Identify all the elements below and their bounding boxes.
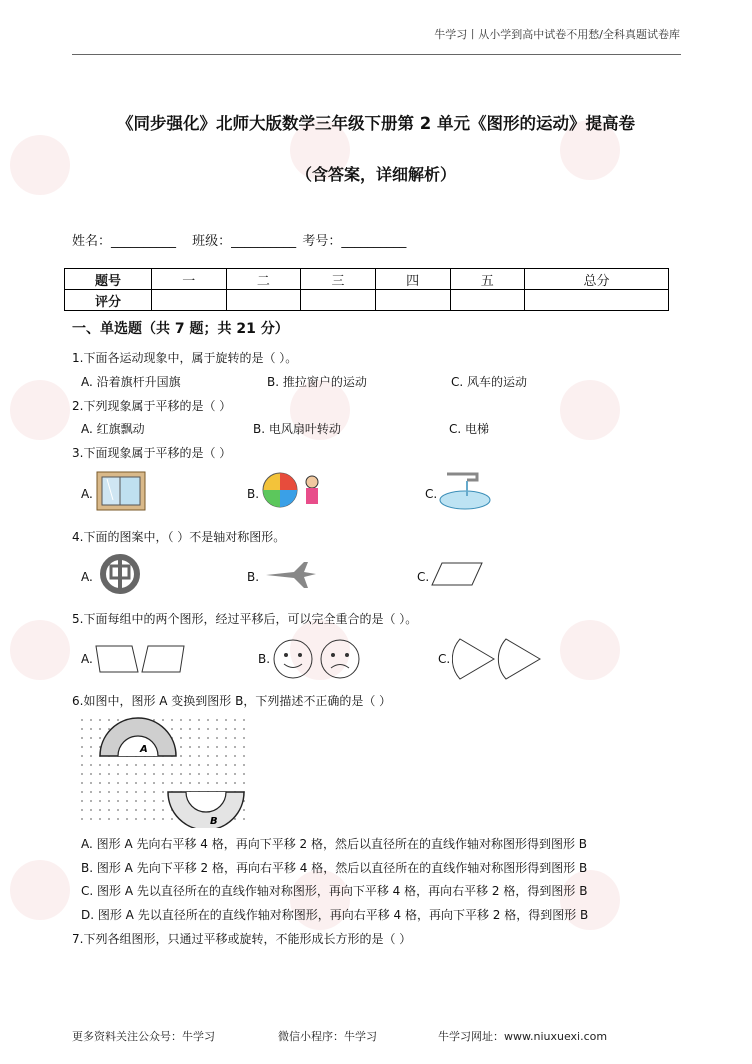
question-3-option-b[interactable]: B.: [247, 487, 260, 501]
grid-dot: [81, 764, 83, 766]
grid-dot: [216, 782, 218, 784]
grid-dot: [243, 764, 245, 766]
grid-dot: [198, 728, 200, 730]
figure-a-label: A: [140, 744, 148, 755]
question-1-stem: 1.下面各运动现象中，属于旋转的是（ ）。: [72, 351, 298, 365]
grid-dot: [117, 800, 119, 802]
grid-dot: [99, 791, 101, 793]
grid-dot: [162, 800, 164, 802]
grid-dot: [90, 791, 92, 793]
grid-dot: [207, 719, 209, 721]
grid-dot: [117, 791, 119, 793]
grid-dot: [207, 782, 209, 784]
trapezoid-pair-picture: [94, 642, 186, 676]
grid-dot: [180, 746, 182, 748]
grid-dot: [81, 791, 83, 793]
grid-dot: [153, 764, 155, 766]
grid-dot: [99, 728, 101, 730]
grid-dot: [180, 755, 182, 757]
score-cell: 四: [375, 269, 450, 290]
face-pair-picture: [272, 638, 362, 680]
question-2-option-c[interactable]: C. 电梯: [449, 422, 490, 436]
grid-dot: [225, 737, 227, 739]
grid-dot: [108, 791, 110, 793]
watermark-logo: [10, 380, 70, 440]
grid-dot: [108, 773, 110, 775]
grid-dot: [180, 773, 182, 775]
faucet-picture: [437, 468, 493, 512]
question-4-stem: 4.下面的图案中，（ ）不是轴对称图形。: [72, 530, 286, 544]
sector-pair-picture: [452, 636, 544, 682]
window-picture: [95, 470, 147, 512]
grid-dot: [216, 764, 218, 766]
score-input-cell[interactable]: [375, 290, 450, 311]
score-cell: 题号: [65, 269, 152, 290]
question-5-option-a[interactable]: A.: [81, 652, 93, 666]
grid-dot: [216, 728, 218, 730]
header-divider: [72, 54, 681, 55]
grid-dot: [135, 800, 137, 802]
grid-dot: [162, 773, 164, 775]
grid-dot: [162, 818, 164, 820]
grid-dot: [108, 809, 110, 811]
page-header: 牛学习丨从小学到高中试卷不用愁/全科真题试卷库: [434, 28, 680, 41]
grid-dot: [216, 746, 218, 748]
grid-dot: [153, 791, 155, 793]
name-field[interactable]: 姓名：__________: [72, 234, 177, 249]
grid-dot: [198, 755, 200, 757]
figure-b-label: B: [210, 816, 218, 827]
question-6-option-b[interactable]: B. 图形 A 先向下平移 2 格，再向右平移 4 格，然后以直径所在的直线作轴对称图形得到图形 B: [81, 861, 588, 875]
grid-dot: [189, 782, 191, 784]
question-6-option-a[interactable]: A. 图形 A 先向右平移 4 格，再向下平移 2 格，然后以直径所在的直线作轴对称图形得到图形 B: [81, 837, 588, 851]
grid-dot: [153, 773, 155, 775]
grid-dot: [99, 719, 101, 721]
grid-dot: [243, 773, 245, 775]
question-3-option-c[interactable]: C.: [425, 487, 438, 501]
grid-dot: [81, 719, 83, 721]
grid-dot: [117, 764, 119, 766]
grid-dot: [171, 818, 173, 820]
grid-dot: [144, 818, 146, 820]
grid-dot: [225, 755, 227, 757]
watermark-logo: [560, 380, 620, 440]
grid-dot: [81, 818, 83, 820]
grid-dot: [180, 737, 182, 739]
grid-dot: [99, 764, 101, 766]
grid-dot: [99, 809, 101, 811]
grid-dot: [180, 764, 182, 766]
question-3-option-a[interactable]: A.: [81, 487, 93, 501]
grid-dot: [126, 818, 128, 820]
class-field[interactable]: 班级：__________: [192, 234, 297, 249]
score-input-cell[interactable]: [301, 290, 376, 311]
grid-dot: [198, 764, 200, 766]
grid-dot: [189, 737, 191, 739]
grid-dot: [117, 809, 119, 811]
grid-dot: [81, 737, 83, 739]
score-input-cell[interactable]: [152, 290, 227, 311]
grid-dot: [207, 773, 209, 775]
grid-dot: [225, 728, 227, 730]
grid-dot: [225, 746, 227, 748]
grid-dot: [171, 719, 173, 721]
grid-dot: [81, 728, 83, 730]
footer-mini-program: 微信小程序：牛学习: [278, 1030, 377, 1043]
grid-dot: [99, 773, 101, 775]
grid-dot: [234, 764, 236, 766]
grid-dot: [144, 809, 146, 811]
grid-dot: [90, 746, 92, 748]
grid-dot: [108, 800, 110, 802]
grid-dot: [243, 737, 245, 739]
grid-dot: [207, 728, 209, 730]
parallelogram-picture: [430, 560, 484, 588]
grid-dot: [198, 746, 200, 748]
grid-dot: [234, 719, 236, 721]
page-subtitle: （含答案，详细解析）: [295, 165, 456, 184]
grid-dot: [207, 755, 209, 757]
grid-dot: [180, 782, 182, 784]
grid-dot: [189, 773, 191, 775]
question-4-option-c[interactable]: C.: [417, 570, 430, 584]
question-2-option-b[interactable]: B. 电风扇叶转动: [253, 422, 341, 436]
grid-dot: [81, 800, 83, 802]
grid-dot: [99, 782, 101, 784]
question-2-stem: 2.下列现象属于平移的是（ ）: [72, 399, 232, 413]
grid-dot: [144, 782, 146, 784]
question-4-option-b[interactable]: B.: [247, 570, 260, 584]
grid-dot: [126, 764, 128, 766]
grid-dot: [126, 773, 128, 775]
grid-dot: [144, 773, 146, 775]
grid-dot: [243, 782, 245, 784]
grid-dot: [117, 773, 119, 775]
grid-dot: [81, 746, 83, 748]
grid-dot: [153, 809, 155, 811]
grid-dot: [108, 764, 110, 766]
watermark-logo: [10, 860, 70, 920]
grid-dot: [135, 773, 137, 775]
question-5-stem: 5.下面每组中的两个图形，经过平移后，可以完全重合的是（ ）。: [72, 612, 418, 626]
score-cell: 评分: [65, 290, 152, 311]
grid-dot: [216, 755, 218, 757]
score-cell: 一: [152, 269, 227, 290]
grid-dot: [99, 737, 101, 739]
grid-dot: [90, 755, 92, 757]
question-3-stem: 3.下面现象属于平移的是（ ）: [72, 446, 232, 460]
question-6-option-d[interactable]: D. 图形 A 先以直径所在的直线作轴对称图形，再向右平移 4 格，再向下平移 2 格，得到图形 B: [81, 908, 589, 922]
grid-dot: [90, 818, 92, 820]
score-cell: 总分: [525, 269, 669, 290]
score-table-score-row: [65, 290, 669, 311]
grid-dot: [198, 737, 200, 739]
question-1-option-b[interactable]: B. 推拉窗户的运动: [267, 375, 367, 389]
watermark-logo: [560, 620, 620, 680]
grid-dot: [162, 791, 164, 793]
grid-dot: [234, 746, 236, 748]
grid-dot: [243, 728, 245, 730]
grid-dot: [126, 800, 128, 802]
grid-dot: [198, 719, 200, 721]
grid-dot: [126, 782, 128, 784]
grid-dot: [234, 755, 236, 757]
grid-dot: [216, 773, 218, 775]
grid-dot: [135, 818, 137, 820]
grid-dot: [90, 800, 92, 802]
score-input-cell[interactable]: [525, 290, 669, 311]
grid-dot: [225, 719, 227, 721]
question-1-option-c[interactable]: C. 风车的运动: [451, 375, 528, 389]
question-6-option-c[interactable]: C. 图形 A 先以直径所在的直线作轴对称图形，再向下平移 4 格，再向右平移 2 格，得到图形 B: [81, 884, 588, 898]
grid-dot: [207, 746, 209, 748]
grid-dot: [144, 791, 146, 793]
grid-dot: [162, 719, 164, 721]
grid-dot: [171, 728, 173, 730]
grid-dot: [81, 755, 83, 757]
grid-dot: [243, 719, 245, 721]
grid-dot: [162, 809, 164, 811]
question-5-option-c[interactable]: C.: [438, 652, 451, 666]
grid-dot: [153, 800, 155, 802]
grid-dot: [117, 818, 119, 820]
grid-dot: [153, 818, 155, 820]
grid-dot: [234, 728, 236, 730]
grid-dot: [207, 737, 209, 739]
grid-dot: [216, 737, 218, 739]
grid-dot: [225, 782, 227, 784]
grid-dot: [162, 782, 164, 784]
score-cell: 五: [450, 269, 525, 290]
section-heading: 一、单选题（共 7 题；共 21 分）: [72, 321, 289, 337]
page-title: 《同步强化》北师大版数学三年级下册第 2 单元《图形的运动》提高卷: [117, 114, 635, 133]
grid-dot: [234, 737, 236, 739]
grid-dot: [108, 719, 110, 721]
spinning-wheel-picture: [262, 470, 330, 510]
grid-dot: [144, 764, 146, 766]
question-2-option-a[interactable]: A. 红旗飘动: [81, 422, 145, 436]
score-cell: 三: [301, 269, 376, 290]
grid-dot: [234, 773, 236, 775]
airplane-picture: [264, 558, 318, 592]
question-7-stem: 7.下列各组图形，只通过平移或旋转，不能形成长方形的是（ ）: [72, 932, 412, 946]
grid-dot: [90, 809, 92, 811]
exam-number-field[interactable]: 考号：__________: [302, 234, 407, 249]
footer-website-link[interactable]: 牛学习网址：www.niuxuexi.com: [438, 1030, 608, 1043]
grid-dot: [171, 773, 173, 775]
grid-dot: [126, 809, 128, 811]
grid-dot: [90, 764, 92, 766]
grid-dot: [90, 728, 92, 730]
grid-dot: [81, 809, 83, 811]
grid-dot: [99, 818, 101, 820]
grid-dot: [90, 773, 92, 775]
grid-dot: [189, 728, 191, 730]
footer-wechat-account: 更多资料关注公众号：牛学习: [72, 1030, 215, 1043]
grid-dot: [189, 719, 191, 721]
grid-dot: [117, 719, 119, 721]
grid-dot: [90, 782, 92, 784]
student-info: [72, 230, 408, 249]
score-table-header-row: [65, 269, 669, 290]
grid-dot: [81, 782, 83, 784]
grid-dot: [189, 746, 191, 748]
grid-dot: [117, 782, 119, 784]
score-table: [64, 268, 669, 311]
question-5-option-b[interactable]: B.: [258, 652, 271, 666]
grid-dot: [135, 764, 137, 766]
grid-dot: [198, 773, 200, 775]
grid-dot: [135, 809, 137, 811]
bank-logo-picture: [98, 554, 142, 594]
grid-dot: [225, 764, 227, 766]
grid-dot: [108, 782, 110, 784]
score-cell: 二: [226, 269, 301, 290]
grid-dot: [243, 809, 245, 811]
grid-dot: [207, 764, 209, 766]
grid-dot: [135, 782, 137, 784]
question-6-stem: 6.如图中，图形 A 变换到图形 B，下列描述不正确的是（ ）: [72, 694, 392, 708]
grid-dot: [243, 818, 245, 820]
grid-dot: [144, 800, 146, 802]
grid-dot: [171, 764, 173, 766]
score-input-cell[interactable]: [226, 290, 301, 311]
grid-dot: [189, 755, 191, 757]
grid-dot: [90, 719, 92, 721]
grid-dot: [126, 791, 128, 793]
question-1-option-a[interactable]: A. 沿着旗杆升国旗: [81, 375, 181, 389]
grid-dot: [171, 782, 173, 784]
grid-dot: [234, 782, 236, 784]
grid-figure-picture: [78, 716, 250, 828]
grid-dot: [180, 719, 182, 721]
grid-dot: [225, 773, 227, 775]
grid-dot: [90, 737, 92, 739]
grid-dot: [108, 818, 110, 820]
grid-dot: [99, 800, 101, 802]
grid-dot: [135, 791, 137, 793]
question-4-option-a[interactable]: A.: [81, 570, 93, 584]
grid-dot: [180, 728, 182, 730]
grid-dot: [198, 782, 200, 784]
grid-dot: [216, 719, 218, 721]
score-input-cell[interactable]: [450, 290, 525, 311]
grid-dot: [243, 755, 245, 757]
grid-dot: [189, 764, 191, 766]
grid-dot: [153, 782, 155, 784]
grid-dot: [81, 773, 83, 775]
grid-dot: [162, 764, 164, 766]
watermark-logo: [10, 620, 70, 680]
grid-dot: [243, 746, 245, 748]
